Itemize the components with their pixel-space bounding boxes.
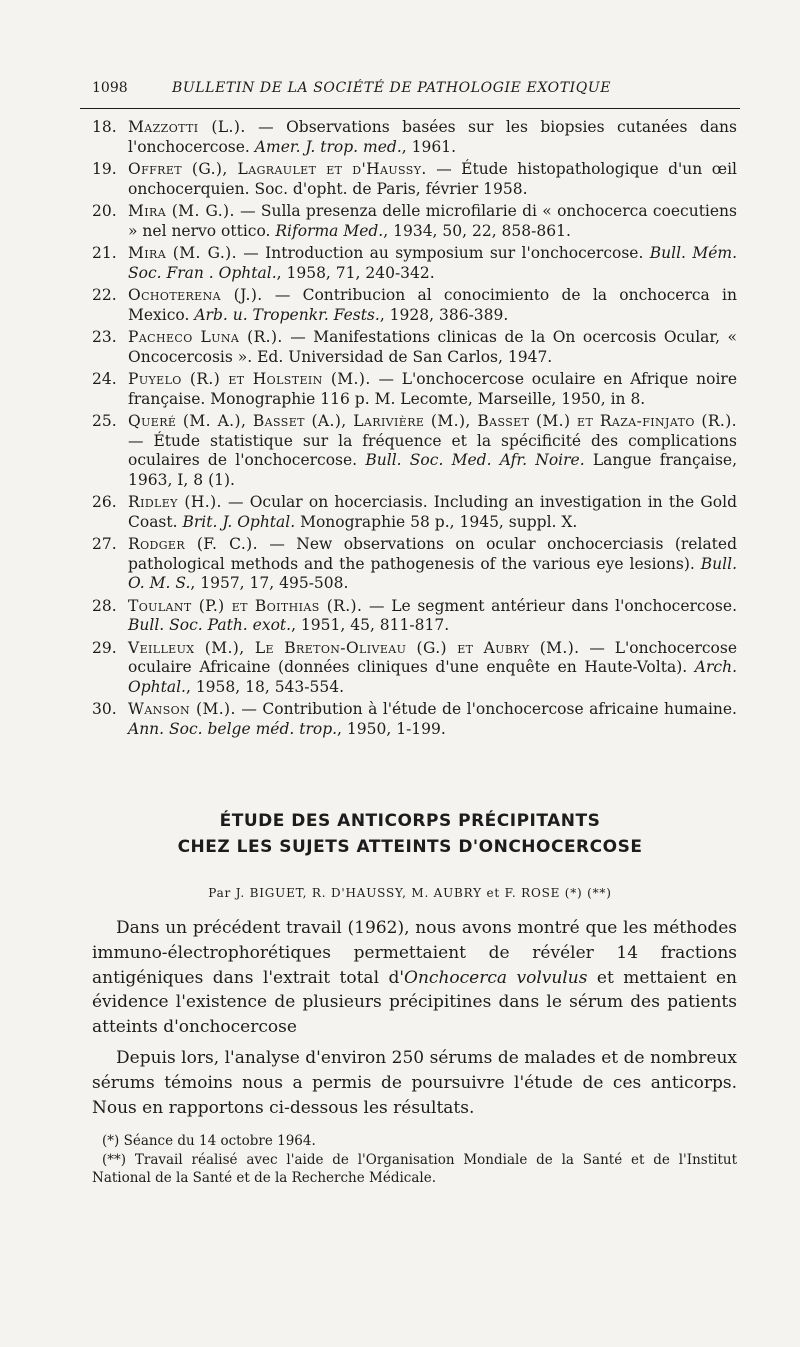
reference-details: , 1958, 71, 240-342. <box>276 263 435 282</box>
reference-item <box>92 328 737 367</box>
paragraph-1-text: Dans un précédent travail (1962), nous avons montré que les méthodes immuno-électrophorétiques permettaient de révéler 14 fractions antigéniques dans l'extrait total d' <box>92 918 737 988</box>
reference-text <box>128 286 737 325</box>
reference-author: Ochoterena (J.). <box>128 286 263 304</box>
reference-body: — Observations basées sur les biopsies cutanées dans l'onchocercose. <box>128 118 737 156</box>
reference-number: 23. <box>92 328 117 346</box>
reference-body: — L'onchocercose oculaire en Afrique noire française. Monographie 116 p. M. Lecomte, Marseille, 1950, in 8. <box>128 370 737 408</box>
reference-details: , 1934, 50, 22, 858-861. <box>383 221 571 240</box>
reference-item <box>92 202 737 241</box>
reference-item <box>92 639 737 698</box>
running-title: BULLETIN DE LA SOCIÉTÉ DE PATHOLOGIE EXOTIQUE <box>172 80 612 96</box>
reference-journal: Bull. Mém. Soc. Fran . Ophtal. <box>128 244 738 282</box>
reference-journal: Ann. Soc. belge méd. trop. <box>128 719 338 738</box>
article-title-line-2: CHEZ LES SUJETS ATTEINTS D'ONCHOCERCOSE <box>177 837 643 857</box>
reference-item <box>92 370 737 409</box>
article-authors: Par J. BIGUET, R. D'HAUSSY, M. AUBRY et F. ROSE (*) (**) <box>208 886 612 900</box>
article-title-block <box>80 808 740 900</box>
footnotes <box>92 1132 737 1188</box>
reference-body: — Contribucion al conocimiento de la onchocerca in Mexico. <box>128 286 737 324</box>
reference-body: — Manifestations clinicas de la On ocercosis Ocular, « Oncocercosis ». Ed. Universidad de San Carlos, 1947. <box>128 328 737 366</box>
reference-number: 18. <box>92 118 117 136</box>
paragraph-2: Depuis lors, l'analyse d'environ 250 sérums de malades et de nombreux sérums témoins nous a permis de poursuivre l'étude de ces anticorps. Nous en rapportons ci-dessous les résultats. <box>92 1047 737 1118</box>
reference-number: 27. <box>92 535 117 553</box>
reference-text <box>128 493 737 532</box>
reference-text <box>128 160 737 199</box>
reference-author: Rodger (F. C.). <box>128 535 258 553</box>
reference-item <box>92 493 737 532</box>
reference-item <box>92 244 737 283</box>
reference-journal: Brit. J. Ophtal. <box>182 512 296 531</box>
reference-details: , 1951, 45, 811-817. <box>291 616 450 634</box>
reference-number: 24. <box>92 370 117 388</box>
reference-author: Ridley (H.). <box>128 493 222 511</box>
reference-details: , 1957, 17, 495-508. <box>190 574 349 592</box>
reference-item <box>92 118 737 157</box>
reference-body: — Sulla presenza delle microfilarie di « onchocerca coecutiens » nel nervo ottico. <box>128 202 737 240</box>
reference-number: 21. <box>92 244 117 262</box>
reference-body: — Contribution à l'étude de l'onchocercose africaine humaine. <box>235 700 737 718</box>
reference-author: Mazzotti (L.). <box>128 118 246 136</box>
reference-item <box>92 535 737 594</box>
reference-number: 28. <box>92 596 117 615</box>
reference-journal: Riforma Med. <box>275 221 384 240</box>
reference-journal: Arch. Ophtal. <box>128 658 737 696</box>
reference-text <box>128 328 737 367</box>
reference-author: Pacheco Luna (R.). <box>128 328 283 346</box>
reference-number: 30. <box>92 700 117 718</box>
footnote-session: (*) Séance du 14 octobre 1964. <box>102 1133 316 1149</box>
reference-author: Wanson (M.). <box>128 700 236 718</box>
reference-author: Mira (M. G.). <box>128 244 237 262</box>
reference-item <box>92 160 737 199</box>
reference-journal: Amer. J. trop. med. <box>254 137 402 156</box>
reference-author: Puyelo (R.) et Holstein (M.). <box>128 370 371 388</box>
species-name: Onchocerca volvulus <box>404 967 588 988</box>
reference-author: Mira (M. G.). <box>128 202 235 220</box>
reference-text <box>128 412 737 490</box>
reference-item <box>92 286 737 325</box>
reference-text <box>128 118 737 157</box>
reference-text <box>128 202 737 241</box>
reference-number: 26. <box>92 493 117 511</box>
reference-body: — Le segment antérieur dans l'onchocercose. <box>362 596 737 615</box>
reference-number: 20. <box>92 202 117 220</box>
reference-author: Queré (M. A.), Basset (A.), Larivière (M.), Basset (M.) et Raza-finjato (R.). <box>128 412 737 430</box>
reference-details: , 1928, 386-389. <box>379 305 509 324</box>
reference-number: 25. <box>92 412 117 430</box>
reference-details: , 1950, 1-199. <box>337 719 446 738</box>
article-title-line-1: ÉTUDE DES ANTICORPS PRÉCIPITANTS <box>219 811 601 831</box>
page-number: 1098 <box>92 80 128 96</box>
reference-body: — Étude histopathologique d'un œil onchocerquien. Soc. d'opht. de Paris, février 1958. <box>128 160 737 198</box>
paragraph-1 <box>92 916 737 1040</box>
reference-author: Veilleux (M.), Le Breton-Oliveau (G.) et Aubry (M.). <box>128 638 580 657</box>
page-header <box>80 72 740 109</box>
reference-details: Monographie 58 p., 1945, suppl. X. <box>295 512 578 531</box>
reference-details: Langue française, 1963, I, 8 (1). <box>128 451 737 489</box>
reference-text <box>128 639 737 698</box>
reference-body: — New observations on ocular onchocerciasis (related pathological methods and the pathogenesis of the various eye lesions). <box>128 535 738 573</box>
reference-item <box>92 412 737 490</box>
reference-journal: Bull. O. M. S. <box>128 554 737 592</box>
reference-author: Toulant (P.) et Boithias (R.). <box>128 596 363 615</box>
reference-details: , 1958, 18, 543-554. <box>185 677 345 696</box>
reference-author: Offret (G.), Lagraulet et d'Haussy. <box>128 160 427 178</box>
reference-body: — Étude statistique sur la fréquence et la spécificité des complications oculaires de l'onchocercose. <box>128 431 737 469</box>
reference-journal: Bull. Soc. Path. exot. <box>128 616 292 634</box>
reference-text <box>128 597 737 636</box>
reference-details: , 1961. <box>401 137 456 156</box>
reference-number: 22. <box>92 286 117 304</box>
paragraph-1-end: et mettaient en évidence l'existence de plusieurs précipitines dans le sérum des patients atteints d'onchocercose <box>92 967 738 1038</box>
reference-text <box>128 370 737 409</box>
reference-item <box>92 597 737 636</box>
reference-text <box>128 244 737 283</box>
reference-item <box>92 700 737 739</box>
reference-number: 29. <box>92 638 117 657</box>
footnote-funding: (**) Travail réalisé avec l'aide de l'Organisation Mondiale de la Santé et de l'Institut National de la Santé et de la Recherche Médicale. <box>92 1151 737 1186</box>
reference-text <box>128 700 737 739</box>
reference-body: — Ocular on hocerciasis. Including an investigation in the Gold Coast. <box>128 493 737 531</box>
reference-number: 19. <box>92 160 117 178</box>
reference-journal: Arb. u. Tropenkr. Fests. <box>194 305 380 324</box>
reference-list <box>92 118 737 742</box>
reference-journal: Bull. Soc. Med. Afr. Noire. <box>365 451 585 469</box>
reference-text <box>128 535 737 594</box>
reference-body: — Introduction au symposium sur l'onchocercose. <box>236 244 650 262</box>
reference-body: — L'onchocercose oculaire Africaine (données cliniques d'une enquête en Haute-Volta). <box>128 638 737 676</box>
article-body <box>92 916 737 1126</box>
